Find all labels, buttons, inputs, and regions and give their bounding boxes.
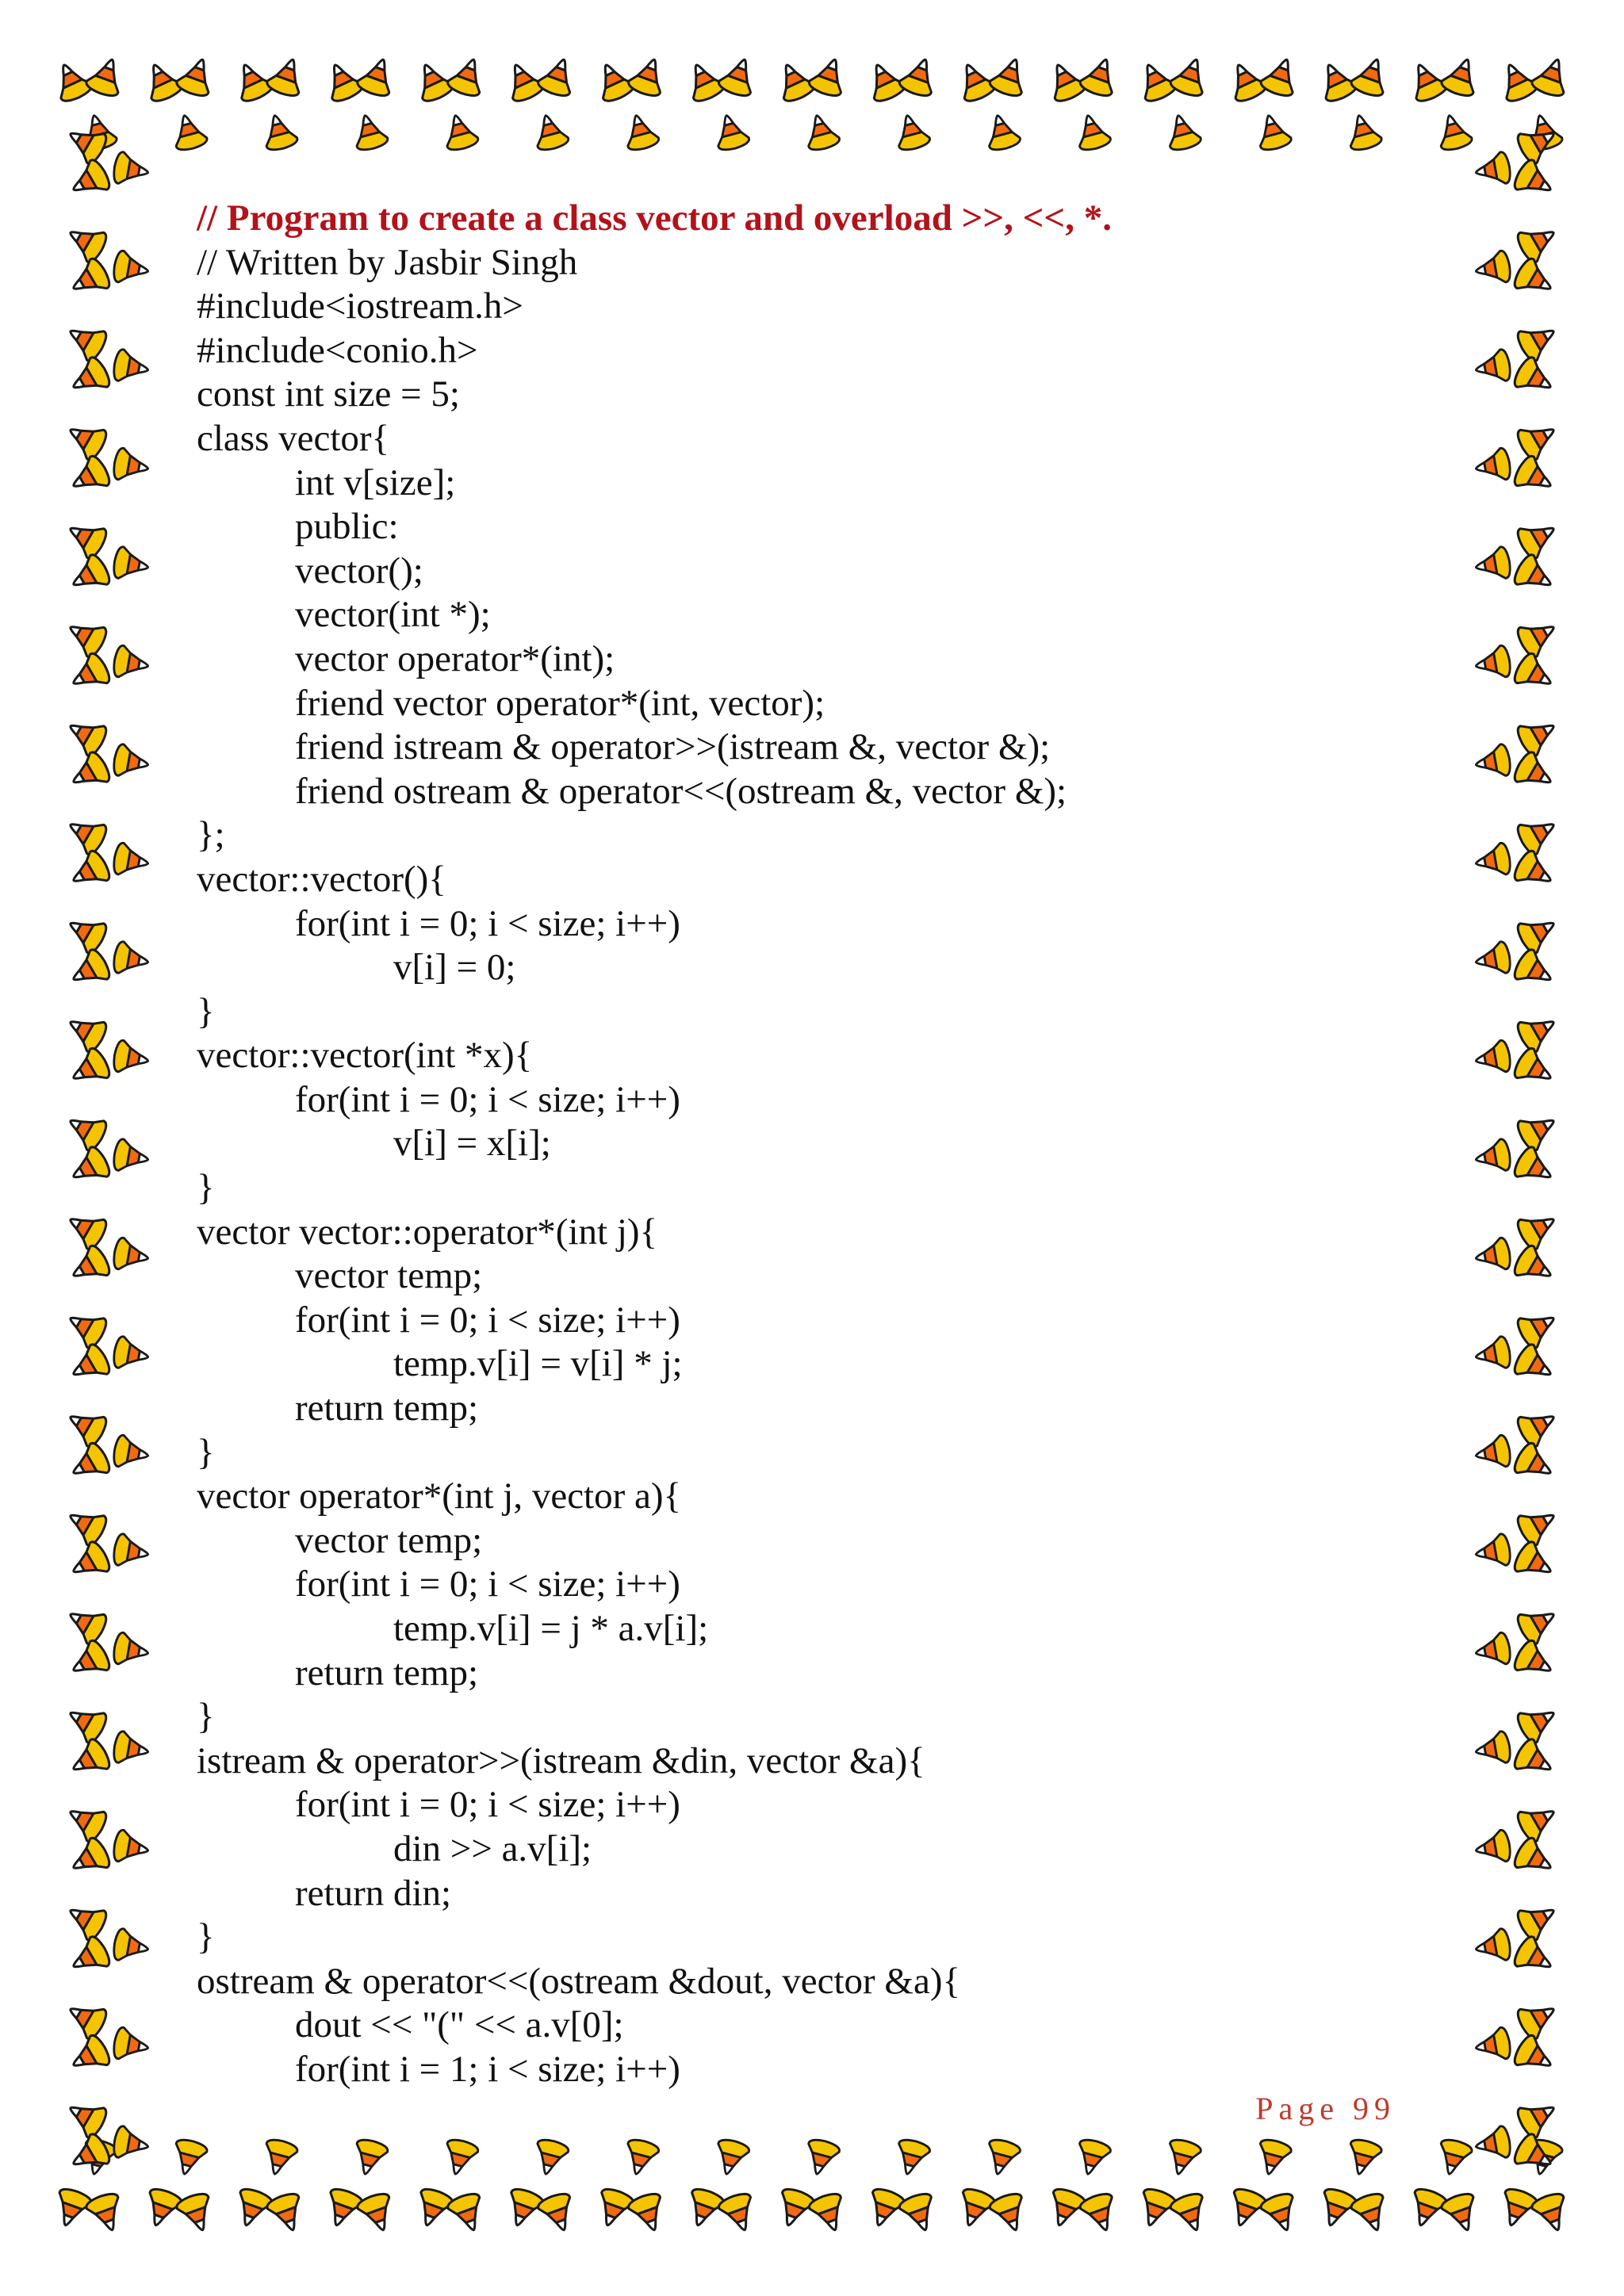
candy-corn-icon [1511,552,1559,599]
candy-corn-icon [807,2191,851,2236]
code-line: for(int i = 0; i < size; i++) [295,1563,680,1605]
code-line: vector(); [295,549,423,591]
candy-corn-icon [1511,1934,1559,1980]
candy-corn-icon [1511,651,1559,698]
candy-corn-icon [1515,415,1562,462]
code-line: friend ostream & operator<<(ostream &, vector &); [295,770,1067,812]
candy-corn-icon [1515,613,1562,660]
candy-corn-icon [446,54,489,99]
candy-corn-icon [65,354,113,401]
candy-corn-icon [1078,2191,1122,2236]
candy-corn-icon [1343,112,1383,153]
candy-corn-icon [1511,2033,1559,2080]
candy-corn-icon [65,256,113,303]
candy-corn-icon [621,112,661,153]
candy-corn-icon [1439,2191,1483,2236]
candy-corn-icon [62,1502,109,1548]
candy-corn-icon [1515,2094,1562,2141]
candy-corn-icon [1473,1434,1512,1471]
candy-corn-icon [65,651,113,698]
candy-corn-icon [898,2191,941,2236]
candy-corn-icon [1473,1829,1512,1866]
candy-corn-icon [62,1205,109,1252]
candy-corn-icon [112,1336,151,1373]
candy-corn-icon [62,317,109,364]
candy-corn-icon [355,54,399,99]
candy-corn-icon [1515,1205,1562,1252]
code-line: vector operator*(int); [295,637,615,679]
candy-corn-icon [440,2137,480,2179]
candy-corn-icon [84,2191,128,2236]
candy-corn-icon [988,54,1032,99]
candy-corn-icon [898,54,941,99]
candy-corn-icon [1515,317,1562,364]
candy-corn-icon [1511,1243,1559,1290]
candy-corn-icon [1473,1533,1512,1571]
candy-corn-icon [112,151,151,189]
candy-corn-icon [1473,546,1512,584]
candy-corn-icon [265,54,308,99]
code-line: for(int i = 0; i < size; i++) [295,902,680,944]
candy-corn-icon [1078,54,1122,99]
code-line: vector operator*(int j, vector a){ [197,1475,682,1517]
candy-corn-icon [1169,2191,1212,2236]
candy-corn-icon [62,218,109,265]
candy-corn-icon [1515,1995,1562,2042]
candy-corn-icon [1473,1731,1512,1768]
candy-corn-icon [892,112,932,153]
candy-corn-icon [62,909,109,956]
program-title: // Program to create a class vector and overload >>, <<, *. [197,197,1112,239]
candy-corn-icon [65,552,113,599]
candy-corn-icon [982,112,1022,153]
code-line: } [197,1431,215,1473]
candy-corn-icon [62,1600,109,1647]
candy-corn-icon [1169,54,1212,99]
candy-corn-icon [1349,2191,1392,2236]
code-line: #include<conio.h> [197,329,478,371]
candy-corn-icon [62,1107,109,1154]
candy-corn-icon [259,2137,299,2179]
candy-corn-icon [1515,218,1562,265]
code-line: istream & operator>>(istream &din, vector &a){ [197,1739,925,1781]
code-line: int v[size]; [295,461,456,503]
candy-corn-icon [65,1341,113,1388]
candy-corn-icon [65,1144,113,1191]
candy-corn-icon [440,112,480,153]
candy-corn-icon [1515,1304,1562,1351]
candy-corn-icon [446,2191,489,2236]
candy-corn-icon [1515,712,1562,759]
candy-corn-icon [62,613,109,660]
candy-corn-icon [1473,2026,1512,2064]
candy-corn-icon [1511,1736,1559,1783]
candy-corn-icon [1473,2126,1512,2163]
candy-corn-icon [112,1138,151,1176]
candy-corn-icon [112,250,151,287]
candy-corn-icon [1434,112,1473,153]
candy-corn-icon [1073,2137,1113,2179]
code-line: din >> a.v[i]; [393,1827,592,1869]
code-line: friend istream & operator>>(istream &, vector &); [295,726,1051,768]
candy-corn-icon [112,447,151,484]
candy-corn-icon [112,1829,151,1866]
candy-corn-icon [259,112,299,153]
candy-corn-icon [112,2126,151,2163]
code-line: dout << "(" << a.v[0]; [295,2004,624,2046]
code-line: return din; [295,1872,452,1914]
candy-corn-icon [1515,810,1562,857]
candy-corn-icon [982,2137,1022,2179]
candy-corn-icon [1434,2137,1473,2179]
code-line: } [197,1916,215,1958]
candy-corn-icon [1259,54,1303,99]
candy-corn-icon [174,2191,218,2236]
candy-corn-icon [65,453,113,500]
code-line: #include<iostream.h> [197,285,523,327]
candy-corn-icon [1511,749,1559,796]
candy-corn-icon [1511,1835,1559,1882]
candy-corn-icon [1473,1928,1512,1965]
candy-corn-icon [62,1402,109,1449]
candy-corn-icon [1515,1797,1562,1844]
candy-corn-icon [1515,1896,1562,1943]
candy-corn-icon [802,2137,841,2179]
candy-corn-icon [65,1539,113,1586]
candy-corn-icon [62,1995,109,2042]
candy-corn-icon [112,1928,151,1965]
code-line: temp.v[i] = j * a.v[i]; [393,1608,709,1649]
candy-corn-icon [65,848,113,895]
candy-corn-icon [65,2131,113,2178]
code-line: vector(int *); [295,594,491,636]
candy-corn-icon [84,54,128,99]
candy-corn-icon [1511,947,1559,993]
candy-corn-icon [1511,1638,1559,1685]
code-line: return temp; [295,1387,479,1429]
candy-corn-icon [717,2191,760,2236]
candy-corn-icon [807,54,851,99]
code-line: vector temp; [295,1519,483,1561]
candy-corn-icon [530,2137,570,2179]
candy-corn-icon [62,1896,109,1943]
code-listing [197,197,1450,2092]
candy-corn-icon [1473,447,1512,484]
candy-corn-icon [621,2137,661,2179]
candy-corn-icon [802,112,841,153]
candy-corn-icon [65,1441,113,1487]
candy-corn-icon [1473,645,1512,682]
code-line: v[i] = 0; [393,947,516,989]
code-line: for(int i = 0; i < size; i++) [295,1078,680,1120]
code-line: public: [295,506,399,548]
candy-corn-icon [1473,744,1512,781]
candy-corn-icon [169,112,209,153]
candy-corn-icon [892,2137,932,2179]
candy-corn-icon [711,112,751,153]
code-line: vector::vector(){ [197,858,446,900]
candy-corn-icon [62,810,109,857]
candy-corn-icon [1511,354,1559,401]
candy-corn-icon [1515,909,1562,956]
candy-corn-icon [112,1632,151,1669]
candy-corn-icon [1511,157,1559,204]
candy-corn-icon [112,744,151,781]
code-line: } [197,1167,215,1209]
code-line: return temp; [295,1651,479,1693]
candy-corn-icon [1259,2191,1303,2236]
candy-corn-icon [65,947,113,993]
candy-corn-icon [62,1699,109,1746]
candy-corn-icon [1253,2137,1293,2179]
candy-corn-icon [112,1039,151,1077]
candy-corn-icon [112,546,151,584]
candy-corn-icon [265,2191,308,2236]
candy-corn-icon [1473,941,1512,978]
candy-corn-icon [65,157,113,204]
candy-corn-icon [65,1835,113,1882]
code-line: temp.v[i] = v[i] * j; [393,1343,683,1385]
candy-corn-icon [1473,1039,1512,1077]
candy-corn-icon [717,54,760,99]
candy-corn-icon [1515,1600,1562,1647]
code-line: }; [197,814,225,856]
candy-corn-icon [112,1434,151,1471]
candy-corn-icon [1515,1699,1562,1746]
candy-corn-icon [536,54,580,99]
candy-corn-icon [65,1243,113,1290]
candy-corn-icon [1473,1138,1512,1176]
candy-corn-icon [350,2137,389,2179]
code-line: friend vector operator*(int, vector); [295,682,825,724]
candy-corn-icon [62,515,109,561]
code-line: vector temp; [295,1255,483,1297]
candy-corn-icon [112,349,151,386]
candy-corn-icon [1530,54,1573,99]
candy-corn-icon [1511,453,1559,500]
candy-corn-icon [1473,151,1512,189]
candy-corn-icon [1511,1341,1559,1388]
code-line: const int size = 5; [197,373,460,415]
candy-corn-icon [1515,1107,1562,1154]
candy-corn-icon [65,2033,113,2080]
candy-corn-icon [65,1934,113,1980]
candy-corn-icon [174,54,218,99]
code-line: // Written by Jasbir Singh [197,241,578,283]
candy-corn-icon [65,749,113,796]
candy-corn-icon [1349,54,1392,99]
candy-corn-icon [112,1237,151,1274]
candy-corn-icon [1511,1046,1559,1093]
candy-corn-icon [1163,112,1203,153]
candy-corn-icon [1515,1402,1562,1449]
candy-corn-icon [1343,2137,1383,2179]
candy-corn-icon [530,112,570,153]
candy-corn-icon [1473,1237,1512,1274]
candy-corn-icon [112,645,151,682]
candy-corn-icon [1473,250,1512,287]
code-line: } [197,990,215,1032]
code-line: class vector{ [197,417,390,459]
candy-corn-icon [1253,112,1293,153]
code-line: v[i] = x[i]; [393,1123,551,1165]
code-line: vector vector::operator*(int j){ [197,1211,658,1253]
code-line: ostream & operator<<(ostream &dout, vector &a){ [197,1960,961,2002]
candy-corn-icon [1515,1008,1562,1054]
candy-corn-icon [626,54,670,99]
candy-corn-icon [112,1731,151,1768]
code-line: for(int i = 1; i < size; i++) [295,2048,680,2090]
candy-corn-icon [62,712,109,759]
candy-corn-icon [62,415,109,462]
candy-corn-icon [536,2191,580,2236]
candy-corn-icon [1163,2137,1203,2179]
candy-corn-icon [65,1736,113,1783]
candy-corn-icon [350,112,389,153]
candy-corn-icon [62,2094,109,2141]
candy-corn-icon [1073,112,1113,153]
candy-corn-icon [65,1046,113,1093]
candy-corn-icon [1473,349,1512,386]
code-line: for(int i = 0; i < size; i++) [295,1299,680,1341]
candy-corn-icon [626,2191,670,2236]
candy-corn-icon [112,842,151,879]
page-number: Page 99 [1255,2091,1396,2126]
candy-corn-icon [112,1533,151,1571]
candy-corn-icon [1473,1632,1512,1669]
candy-corn-icon [169,2137,209,2179]
candy-corn-icon [62,1797,109,1844]
candy-corn-icon [1515,515,1562,561]
candy-corn-icon [1473,842,1512,879]
candy-corn-icon [62,1304,109,1351]
candy-corn-icon [1511,256,1559,303]
code-line: vector::vector(int *x){ [197,1035,533,1077]
candy-corn-icon [1530,2191,1573,2236]
candy-corn-icon [1511,1539,1559,1586]
candy-corn-icon [1439,54,1483,99]
candy-corn-icon [1473,1336,1512,1373]
candy-corn-icon [1511,848,1559,895]
candy-corn-icon [65,1638,113,1685]
code-line: } [197,1696,215,1738]
candy-corn-icon [112,941,151,978]
candy-corn-icon [62,1008,109,1054]
code-line: for(int i = 0; i < size; i++) [295,1784,680,1826]
candy-corn-icon [355,2191,399,2236]
candy-corn-icon [1515,1502,1562,1548]
candy-corn-icon [1511,1441,1559,1487]
candy-corn-icon [988,2191,1032,2236]
candy-corn-icon [112,2026,151,2064]
candy-corn-icon [711,2137,751,2179]
candy-corn-icon [1511,1144,1559,1191]
